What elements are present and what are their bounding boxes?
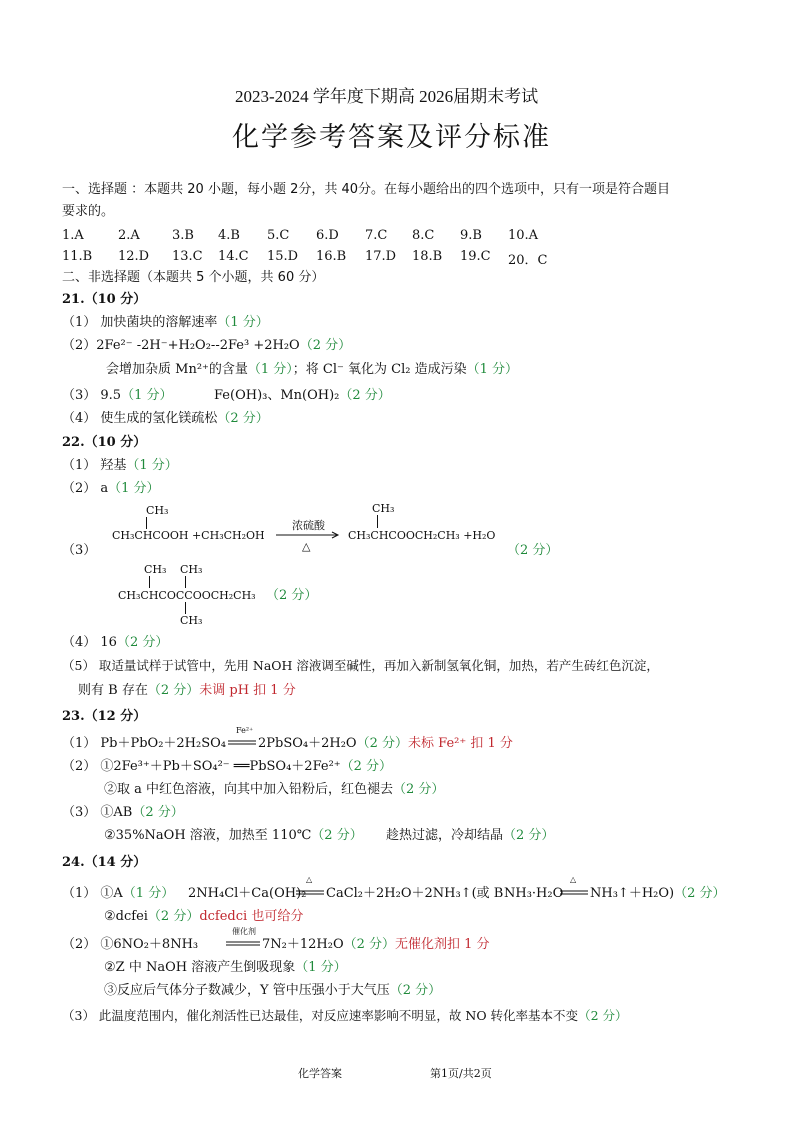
answer-18: 18.B [412, 249, 443, 264]
q24-s1a [62, 887, 174, 900]
q23-s2b-text: ②取 a 中红色溶液，向其中加入铅粉后，红色褪去 [104, 782, 394, 797]
q24-s2c [104, 984, 441, 997]
answer-13: 13.C [172, 249, 203, 264]
q22-ch3-a: CH₃ [146, 504, 169, 517]
answer-1: 1.A [62, 228, 84, 243]
answer-5: 5.C [267, 228, 290, 243]
q24-s2-eqsign [226, 941, 260, 947]
q22-heading: 22.（10 分） [62, 435, 147, 450]
q21-s3b [214, 389, 391, 402]
q23-s2a-text: （2） ①2Fe³⁺＋Pb＋SO₄²⁻ ══PbSO₄＋2Fe²⁺ [62, 759, 341, 774]
q23-s3a-text: （3） ①AB [62, 805, 133, 820]
q24-s3 [62, 1010, 628, 1023]
q24-s1f-text: ②dcfei [104, 909, 148, 924]
answer-16: 16.B [316, 249, 347, 264]
answer-2: 2.A [118, 228, 140, 243]
q24-s1f [104, 910, 303, 923]
q22-s5a: （5） 取适量试样于试管中，先用 NaOH 溶液调至碱性，再加入新制氢氧化铜，加热，若产生砖红色沉淀， [62, 658, 659, 673]
answer-6: 6.D [316, 228, 339, 243]
q21-s1-points: （1 分） [217, 315, 269, 330]
q22-bond-e [185, 602, 186, 614]
q22-bond-c [149, 576, 150, 588]
q24-s1f-note: dcfedci 也可给分 [199, 909, 304, 924]
q24-s1e-text: NH₃↑＋H₂O) [590, 886, 675, 901]
q21-s3a-points: （1 分） [121, 388, 173, 403]
q22-bond-a [146, 517, 147, 529]
answer-3: 3.B [172, 228, 194, 243]
q21-s4-text: （4） 使生成的氢化镁疏松 [62, 411, 218, 426]
footer-left: 化学答案 [298, 1067, 342, 1080]
q23-s1-eqsign [228, 740, 256, 746]
q23-s2a [62, 760, 392, 773]
answer-10: 10.A [508, 228, 539, 243]
q23-s3c-points: （2 分） [503, 828, 555, 843]
answer-14: 14.C [218, 249, 249, 264]
part2-heading: 二、非选择题（本题共 5 个小题，共 60 分） [62, 270, 325, 285]
footer-page-number: 第1页/共2页 [430, 1067, 492, 1080]
answer-8: 8.C [412, 228, 435, 243]
answer-20: 20．C [508, 253, 548, 268]
q21-s2b [106, 363, 518, 376]
q23-s3a [62, 806, 184, 819]
q24-s2c-text: ③反应后气体分子数减少，Y 管中压强小于大气压 [104, 983, 390, 998]
answer-7: 7.C [365, 228, 388, 243]
q21-s2-points: （2 分） [299, 338, 352, 353]
q22-s1 [62, 459, 178, 472]
part1-intro-line1: 一、选择题 ：本题共 20 小题，每小题 2分，共 40分。在每小题给出的四个选项中，只有一项是符合题目 [62, 182, 671, 197]
q21-s1-text: （1） 加快菌块的溶解速率 [62, 315, 218, 330]
q21-s4 [62, 412, 269, 425]
q21-s3a-text: （3） 9.5 [62, 388, 122, 403]
q24-s2a-right [262, 938, 490, 951]
q24-s1-heat1: △ [306, 875, 313, 884]
q22-s4 [62, 636, 168, 649]
q21-s3b-points: （2 分） [339, 388, 391, 403]
answer-12: 12.D [118, 249, 150, 264]
q23-s3c-text: 趁热过滤，冷却结晶 [386, 828, 504, 843]
answer-4: 4.B [218, 228, 240, 243]
part1-intro-line2: 要求的。 [62, 204, 115, 219]
q21-s3b-text: Fe(OH)₃、Mn(OH)₂ [214, 388, 340, 403]
q22-ch3-b: CH₃ [372, 502, 395, 515]
q21-s2b-points: （1 分） [247, 362, 293, 377]
q24-heading: 24.（14 分） [62, 855, 147, 870]
q24-s1e-points: （2 分） [674, 886, 726, 901]
answer-19: 19.C [460, 249, 491, 264]
answer-11: 11.B [62, 249, 93, 264]
q21-s2 [62, 339, 351, 352]
q22-s3-label: （3） [62, 543, 97, 558]
q23-s2b-points: （2 分） [393, 782, 445, 797]
q24-s2a-products: 7N₂＋12H₂O [262, 937, 344, 952]
q23-s1-note: 未标 Fe²⁺ 扣 1 分 [408, 736, 513, 751]
q22-s4-points: （2 分） [116, 635, 169, 650]
q22-s1-text: （1） 羟基 [62, 458, 127, 473]
q22-struct2: CH₃CHCOCCOOCH₂CH₃ [118, 589, 256, 602]
q22-s5b-note: 未调 pH 扣 1 分 [199, 683, 296, 698]
q22-cond-top: 浓硫酸 [292, 519, 325, 532]
q24-s3-points: （2 分） [578, 1008, 628, 1023]
q21-s2b-text: 会增加杂质 Mn²⁺的含量 [106, 362, 248, 377]
q24-s2a: （2） ①6NO₂＋8NH₃ [62, 937, 199, 952]
q24-s2b [104, 961, 347, 974]
q23-s1 [62, 737, 226, 750]
q22-eq-points: （2 分） [507, 543, 559, 558]
q22-s2-points: （1 分） [108, 481, 160, 496]
q24-s2c-points: （2 分） [389, 983, 442, 998]
q24-s2-catalyst: 催化剂 [232, 927, 256, 936]
q22-s5b-text: 则有 B 存在 [78, 683, 148, 698]
q24-s1b: 2NH₄Cl＋Ca(OH)₂ [188, 886, 307, 901]
answer-9: 9.B [460, 228, 482, 243]
q21-s2c-points: （1 分） [466, 362, 519, 377]
q22-s5b [78, 684, 296, 697]
q23-s3c [386, 829, 554, 842]
page-title: 化学参考答案及评分标准 [232, 122, 551, 153]
answer-17: 17.D [365, 249, 397, 264]
q22-s2-text: （2） a [62, 481, 109, 496]
q22-s5b-points: （2 分） [147, 683, 200, 698]
q22-bond-d [185, 576, 186, 588]
q22-eq-arrow [276, 531, 340, 539]
q21-s4-points: （2 分） [217, 411, 269, 426]
q23-s2b [104, 783, 444, 796]
q22-bond-b [377, 515, 378, 528]
q22-ch3-d: CH₃ [180, 563, 203, 576]
q23-s1-right [258, 737, 513, 750]
q24-s3-text: （3） 此温度范围内，催化剂活性已达最佳，对反应速率影响不明显，故 NO 转化率基本不变 [62, 1008, 579, 1023]
q23-s1-points: （2 分） [356, 736, 408, 751]
q22-cond-bot: △ [302, 540, 311, 553]
q23-s1-products: 2PbSO₄＋2H₂O [258, 736, 357, 751]
q23-s3b [104, 829, 363, 842]
q22-s4-text: （4） 16 [62, 635, 117, 650]
q22-eq-right: CH₃CHCOOCH₂CH₃ +H₂O [348, 529, 496, 542]
q23-s1-text: （1） Pb＋PbO₂＋2H₂SO₄ [62, 736, 227, 751]
q23-s2a-points: （2 分） [340, 759, 393, 774]
q23-heading: 23.（12 分） [62, 709, 147, 724]
q21-s1 [62, 316, 269, 329]
q21-s2c-text: ；将 Cl⁻ 氧化为 Cl₂ 造成污染 [292, 362, 467, 377]
q22-s2 [62, 482, 160, 495]
q22-ch3-c: CH₃ [144, 563, 167, 576]
q24-s2b-text: ②Z 中 NaOH 溶液产生倒吸现象 [104, 960, 296, 975]
q22-struct2-points: （2 分） [266, 588, 318, 603]
q24-s1f-points: （2 分） [147, 909, 200, 924]
q24-s1a-text: （1） ①A [62, 886, 123, 901]
q24-s1c: CaCl₂＋2H₂O＋2NH₃↑(或 B [326, 886, 504, 901]
q21-heading: 21.（10 分） [62, 292, 147, 307]
q24-s1-heat2: △ [570, 875, 577, 884]
q24-s2a-points: （2 分） [343, 937, 396, 952]
q24-s2b-points: （1 分） [295, 960, 347, 975]
q22-eq-left: CH₃CHCOOH +CH₃CH₂OH [112, 529, 265, 542]
answer-15: 15.D [267, 249, 299, 264]
q24-s2a-note: 无催化剂扣 1 分 [395, 937, 490, 952]
q24-s1-eqsign2 [560, 890, 588, 896]
q24-s1-eqsign1 [296, 890, 324, 896]
q24-s1e [590, 887, 726, 900]
q21-s3a [62, 389, 172, 402]
q23-s1-catalyst: Fe²⁺ [236, 726, 254, 735]
q23-s3b-points: （2 分） [311, 828, 363, 843]
q22-ch3-e: CH₃ [180, 614, 203, 627]
q23-s3b-text: ②35%NaOH 溶液，加热至 110℃ [104, 828, 312, 843]
q23-s3a-points: （2 分） [132, 805, 184, 820]
q22-s1-points: （1 分） [126, 458, 178, 473]
q21-s2-text: （2）2Fe²⁻ -2H⁻+H₂O₂--2Fe³ +2H₂O [62, 338, 300, 353]
exam-header: 2023-2024 学年度下期高 2026届期末考试 [235, 87, 539, 106]
q24-s1a-points: （1 分） [122, 886, 175, 901]
q24-s1d: NH₃·H₂O [504, 886, 564, 901]
